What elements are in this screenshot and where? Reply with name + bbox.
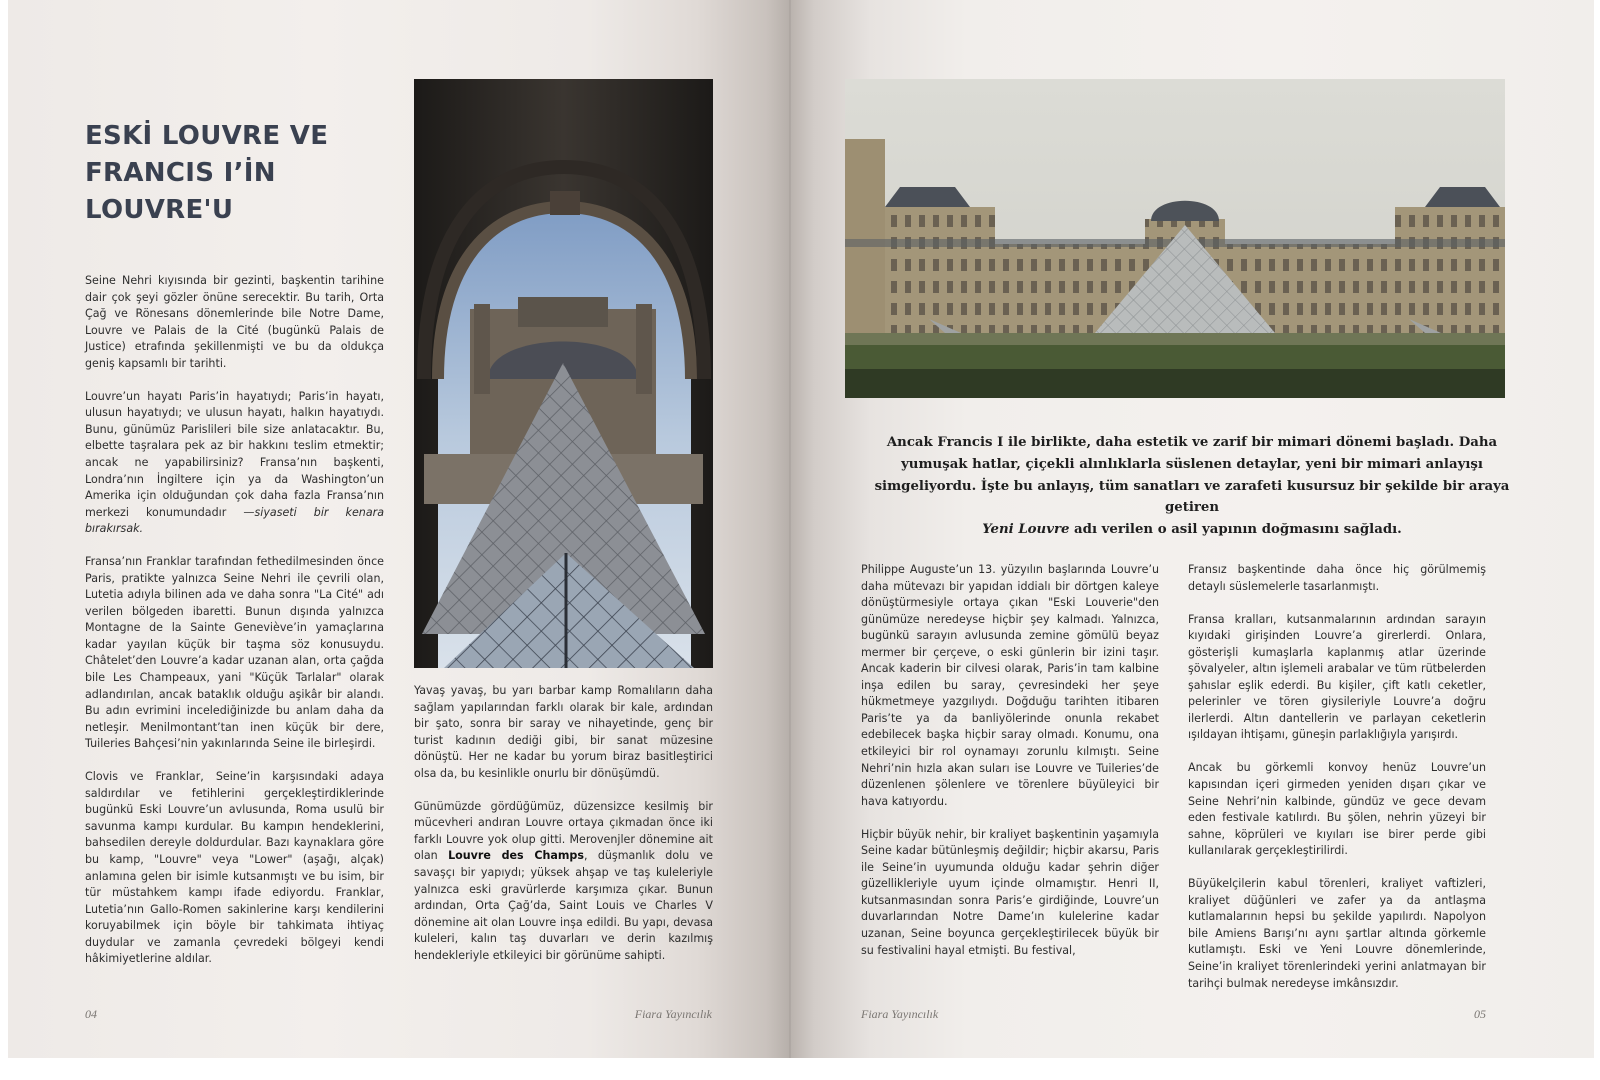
- italic-aside: —siyaseti bir kenara bırakırsak.: [85, 505, 384, 536]
- paragraph-text: , düşmanlık dolu ve savaşçı bir yapıydı; yüksek ahşap ve taş kuleleriyle yalnızca eski gravürlerde karşımıza çıkar. Bunun ardından, Orta Çağ’da, Saint Louis ve Charles V dönemine ait olan Louvre inşa edildi. Bu yapı, devasa kuleleri, kalın taş duvarları ve derin kazılmış hendekleriyle etkileyici bir görünüme sahipti.: [414, 849, 713, 962]
- right-column-2: [1188, 562, 1486, 992]
- pyramid-arch-illustration: [414, 79, 713, 668]
- louvre-courtyard-photo: [845, 79, 1505, 398]
- paragraph: Seine Nehri kıyısında bir gezinti, başkentin tarihine dair çok şeyi gözler önüne serecektir. Bu tarih, Orta Çağ ve Rönesans dönemlerinde bile Notre Dame, Louvre ve Palais de la Cité (bugünkü Palais de Justice) etrafında şekillenmişti ve bu da oldukça geniş kapsamlı bir tarihti.: [85, 274, 384, 370]
- louvre-courtyard-illustration: [845, 79, 1505, 398]
- publisher-right: Fiara Yayıncılık: [861, 1007, 939, 1021]
- pull-quote-italic: Yeni Louvre: [982, 522, 1070, 538]
- pull-quote-end: adı verilen o asil yapının doğmasını sağladı.: [1069, 522, 1402, 538]
- left-column-2: [414, 683, 713, 964]
- right-column-1: [861, 562, 1159, 959]
- pull-quote-text: Ancak Francis I ile birlikte, daha estetik ve zarif bir mimari dönemi başladı. Daha yumuşak hatlar, çiçekli alınlıklarla süslenen detaylar, yeni bir mimari anlayışı simgeliyordu. İşte bu anlayış, tüm sanatları ve zarafeti kusursuz bir şekilde bir araya getiren: [874, 435, 1510, 516]
- page-number-right: 05: [1474, 1007, 1486, 1021]
- spine-gutter: [789, 0, 791, 1058]
- paragraph: Büyükelçilerin kabul törenleri, kraliyet vaftizleri, kraliyet düğünleri ve zafer ya da antlaşma kutlamalarının hepsi bu şekilde yapılırdı. Napolyon bile Amiens Barışı’nı aynı şartlar altında görkemle kutlamıştı. Eski ve Yeni Louvre dönemlerinde, Seine’in kraliyet törenlerindeki yerini anlatmayan bir tarihçi bulmak neredeyse imkânsızdır.: [1188, 877, 1486, 990]
- magazine-spread: [8, 0, 1594, 1058]
- paragraph-text: Günümüzde gördüğümüz, düzensizce kesilmiş bir mücevheri andıran Louvre ortaya çıkmadan önce iki farklı Louvre yok olup gitti. Merovenjler dönemine ait olan: [414, 799, 713, 863]
- paragraph: [414, 799, 713, 964]
- paragraph: [85, 389, 384, 538]
- paragraph: Clovis ve Franklar, Seine’in karşısındaki adaya saldırdılar ve fetihlerini gerçekleştirdiklerinde bugünkü Eski Louvre’un avlusunda, Roma usulü bir savunma kampı kurdular. Bu kampın hendeklerini, bahsedilen dereyle doldurdular. Bazı kaynaklara göre bu kamp, "Louvre" veya "Lower" (aşağı, alçak) anlamına gelen bir isimle kutsanmıştı ve bu isim, bir tür müstahkem kampı ifade ediyordu. Franklar, Lutetia’nın Gallo-Romen sakinlerine karşı kendilerini koruyabilmek için böyle bir tahkimata ihtiyaç duydular ve zamanla çevredeki bölgeyi kendi hâkimiyetlerine aldılar.: [85, 770, 384, 966]
- paragraph: Fransız başkentinde daha önce hiç görülmemiş detaylı süslemelerle tasarlanmıştı.: [1188, 563, 1486, 593]
- paragraph: Hiçbir büyük nehir, bir kraliyet başkentinin yaşamıyla Seine kadar bütünleşmiş değildir; hiçbir akarsu, Paris ile Seine’in uyumunda olduğu kadar şehrin diğer güzellikleriyle uyum içinde olmamıştır. Henri II, kutsanmasından sonra Paris’e girdiğinde, Louvre’un duvarlarından Notre Dame’ın kulelerine kadar uzanan, Seine boyunca gerçekleştirilecek büyük bir su festivalini hayal etmişti. Bu festival,: [861, 827, 1159, 957]
- paragraph: Yavaş yavaş, bu yarı barbar kamp Romalıların daha sağlam yapılarından farklı olarak bir kale, ardından bir şato, sonra bir saray ve nihayetinde, genç bir turist kadının dediği gibi, bir sanat müzesine dönüştü. Her ne kadar bu yorum biraz basitleştirici olsa da, bu kesinlikle onurlu bir dönüşümdü.: [414, 684, 713, 780]
- left-page: [8, 0, 790, 1058]
- pyramid-arch-photo: [414, 79, 713, 668]
- paragraph: Philippe Auguste’un 13. yüzyılın başlarında Louvre’u daha mütevazı bir yapıdan iddialı bir dörtgen kaleye dönüştürmesiyle ortaya çıkan "Eski Louverie"den günümüze neredeyse hiçbir şey kalmadı. Yalnızca, bugünkü sarayın avlusunda zemine gömülü beyaz mermer bir çerçeve, o eski günlerin bir izini taşır. Ancak kaderin bir cilvesi olarak, Paris’in tam kalbine inşa edilen bu saray, çevresindeki her şeye hükmetmeye yazgılıydı. Doğduğu tarihten itibaren Paris’te ya da banliyölerinde onunla rekabet edebilecek başka hiçbir saray olmadı. Konumu, ona etkileyici bir rol oynamayı zorunlu kılmıştı. Seine Nehri’nin hızla akan suları ise Louvre ve Tuileries’de düzenlenen şölenlere ve törenlere büyüleyici bir hava katıyordu.: [861, 563, 1159, 808]
- bold-term: Louvre des Champs: [448, 849, 584, 863]
- paragraph-text: Louvre’un hayatı Paris’in hayatıydı; Paris’in hayatı, ulusun hayatıydı; ve ulusun hayatı, halkın hayatıydı. Bunu, günümüz Parislileri bile size anlatacaktır. Bu, elbette taşralara pek az bir hakkını teslim etmektir; ancak ne yapabilirsiniz? Fransa’nın başkenti, Londra’nın İngiltere için ya da Washington’un Amerika için olduğundan çok daha fazla Fransa’nın merkezi konumundadır: [85, 389, 384, 519]
- page-number-left: 04: [85, 1007, 97, 1021]
- article-heading: ESKİ LOUVRE VE FRANCIS I’İN LOUVRE'U: [85, 121, 329, 225]
- right-page: [790, 0, 1594, 1058]
- publisher-left: Fiara Yayıncılık: [634, 1007, 712, 1021]
- left-column-1: [85, 273, 384, 968]
- paragraph: Ancak bu görkemli konvoy henüz Louvre’un kapısından içeri girmeden yeniden dışarı çıkar ve Seine Nehri’nin kalbinde, gündüz ve gece devam eden festivale katılırdı. Bu şölen, nehrin yüzeyi bir sahne, köprüleri ve kıyıları ise birer perde gibi kullanılarak gerçekleştirilirdi.: [1188, 761, 1486, 858]
- paragraph: Fransa kralları, kutsanmalarının ardından sarayın kıyıdaki girişinden Louvre’a girerlerdi. Onlara, gösterişli kumaşlarla kaplanmış atlar üzerinde şövalyeler, altın işlemeli arabalar ve tüm rütbelerden şahıslar eşlik ederdi. Bu kişiler, çift katlı ceketler, pelerinler ve tören giysileriyle Louvre’a doğru ilerlerdi. Altın dantellerin ve parlayan ceketlerin ışıldayan ihtişamı, güneşin parlaklığıyla yarışırdı.: [1188, 612, 1486, 742]
- pull-quote: [862, 432, 1522, 541]
- paragraph: Fransa’nın Franklar tarafından fethedilmesinden önce Paris, pratikte yalnızca Seine Nehri ile çevrili olan, Lutetia adıyla bilinen ada ve daha sonra "La Cité" adı verilen bölgeden ibaretti. Bunun dışında yalnızca Montagne de la Sainte Geneviève’in yamaçlarına kadar yayılan küçük bir taşma söz konusuydu. Châtelet’den Louvre’a kadar uzanan alan, orta çağda bile Les Champeaux, yani "Küçük Tarlalar" olarak adlandırılan, ancak bataklık olduğu aşikâr bir alandı. Bu adın evrimini incelediğinizde bu anlam daha da netleşir. Menilmontant’tan inen küçük bir dere, Tuileries Bahçesi’nin yakınlarında Seine ile birleşirdi.: [85, 555, 384, 751]
